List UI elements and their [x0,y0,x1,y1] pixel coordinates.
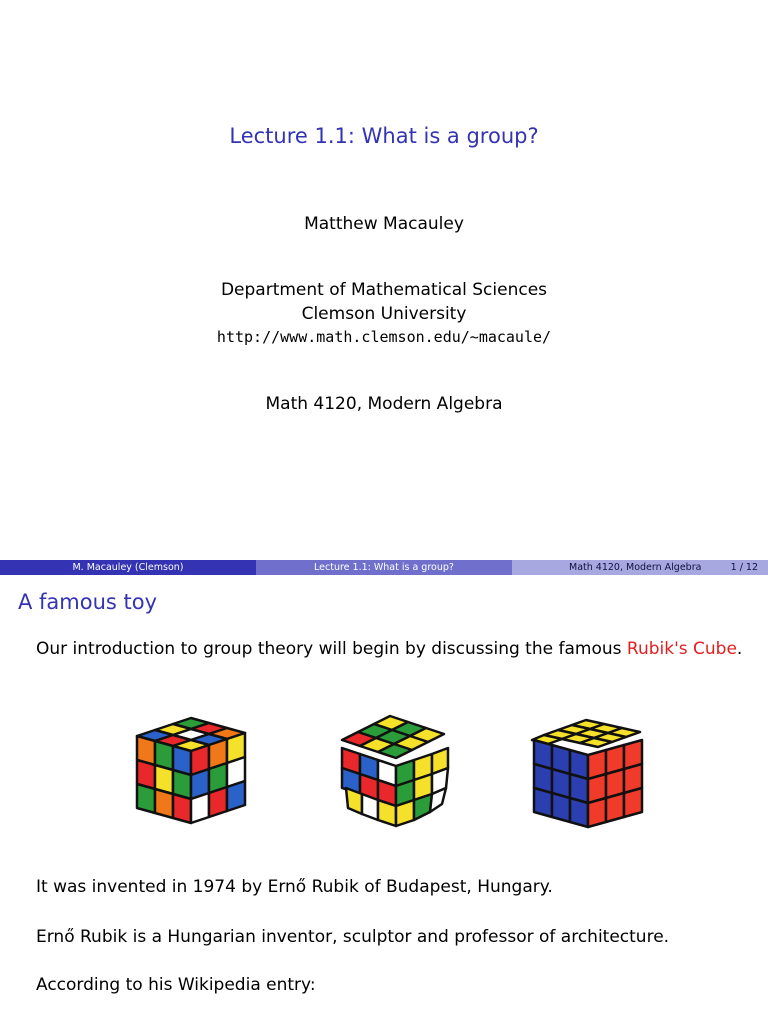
lecture-title: Lecture 1.1: What is a group? [229,124,539,148]
footer-right [512,560,768,575]
footer-course: Math 4120, Modern Algebra [569,562,702,573]
wikipedia-paragraph: According to his Wikipedia entry: [36,975,316,995]
solved-cube-image [526,712,652,842]
author-name: Matthew Macauley [304,214,464,234]
intro-text: Our introduction to group theory will begin by discussing the famous [36,639,627,659]
bio-paragraph: Ernő Rubik is a Hungarian inventor, sculptor and professor of architecture. [36,927,670,947]
scrambled-cube-image [128,712,254,842]
intro-paragraph [36,639,742,659]
author-url[interactable]: http://www.math.clemson.edu/~macaule/ [216,328,552,346]
department: Department of Mathematical Sciences [220,280,548,300]
rubiks-cube-link[interactable]: Rubik's Cube [626,639,737,659]
twisting-cube-image [328,712,454,842]
footer-lecture: Lecture 1.1: What is a group? [256,560,512,575]
frame-title: A famous toy [18,590,158,614]
footer-page-number: 1 / 12 [730,562,758,573]
footer-author: M. Macauley (Clemson) [0,560,256,575]
course-name: Math 4120, Modern Algebra [265,394,503,414]
intro-period: . [736,639,743,659]
invented-paragraph: It was invented in 1974 by Ernő Rubik of Budapest, Hungary. [36,877,553,897]
slide-footer [0,560,768,575]
university: Clemson University [301,304,467,324]
